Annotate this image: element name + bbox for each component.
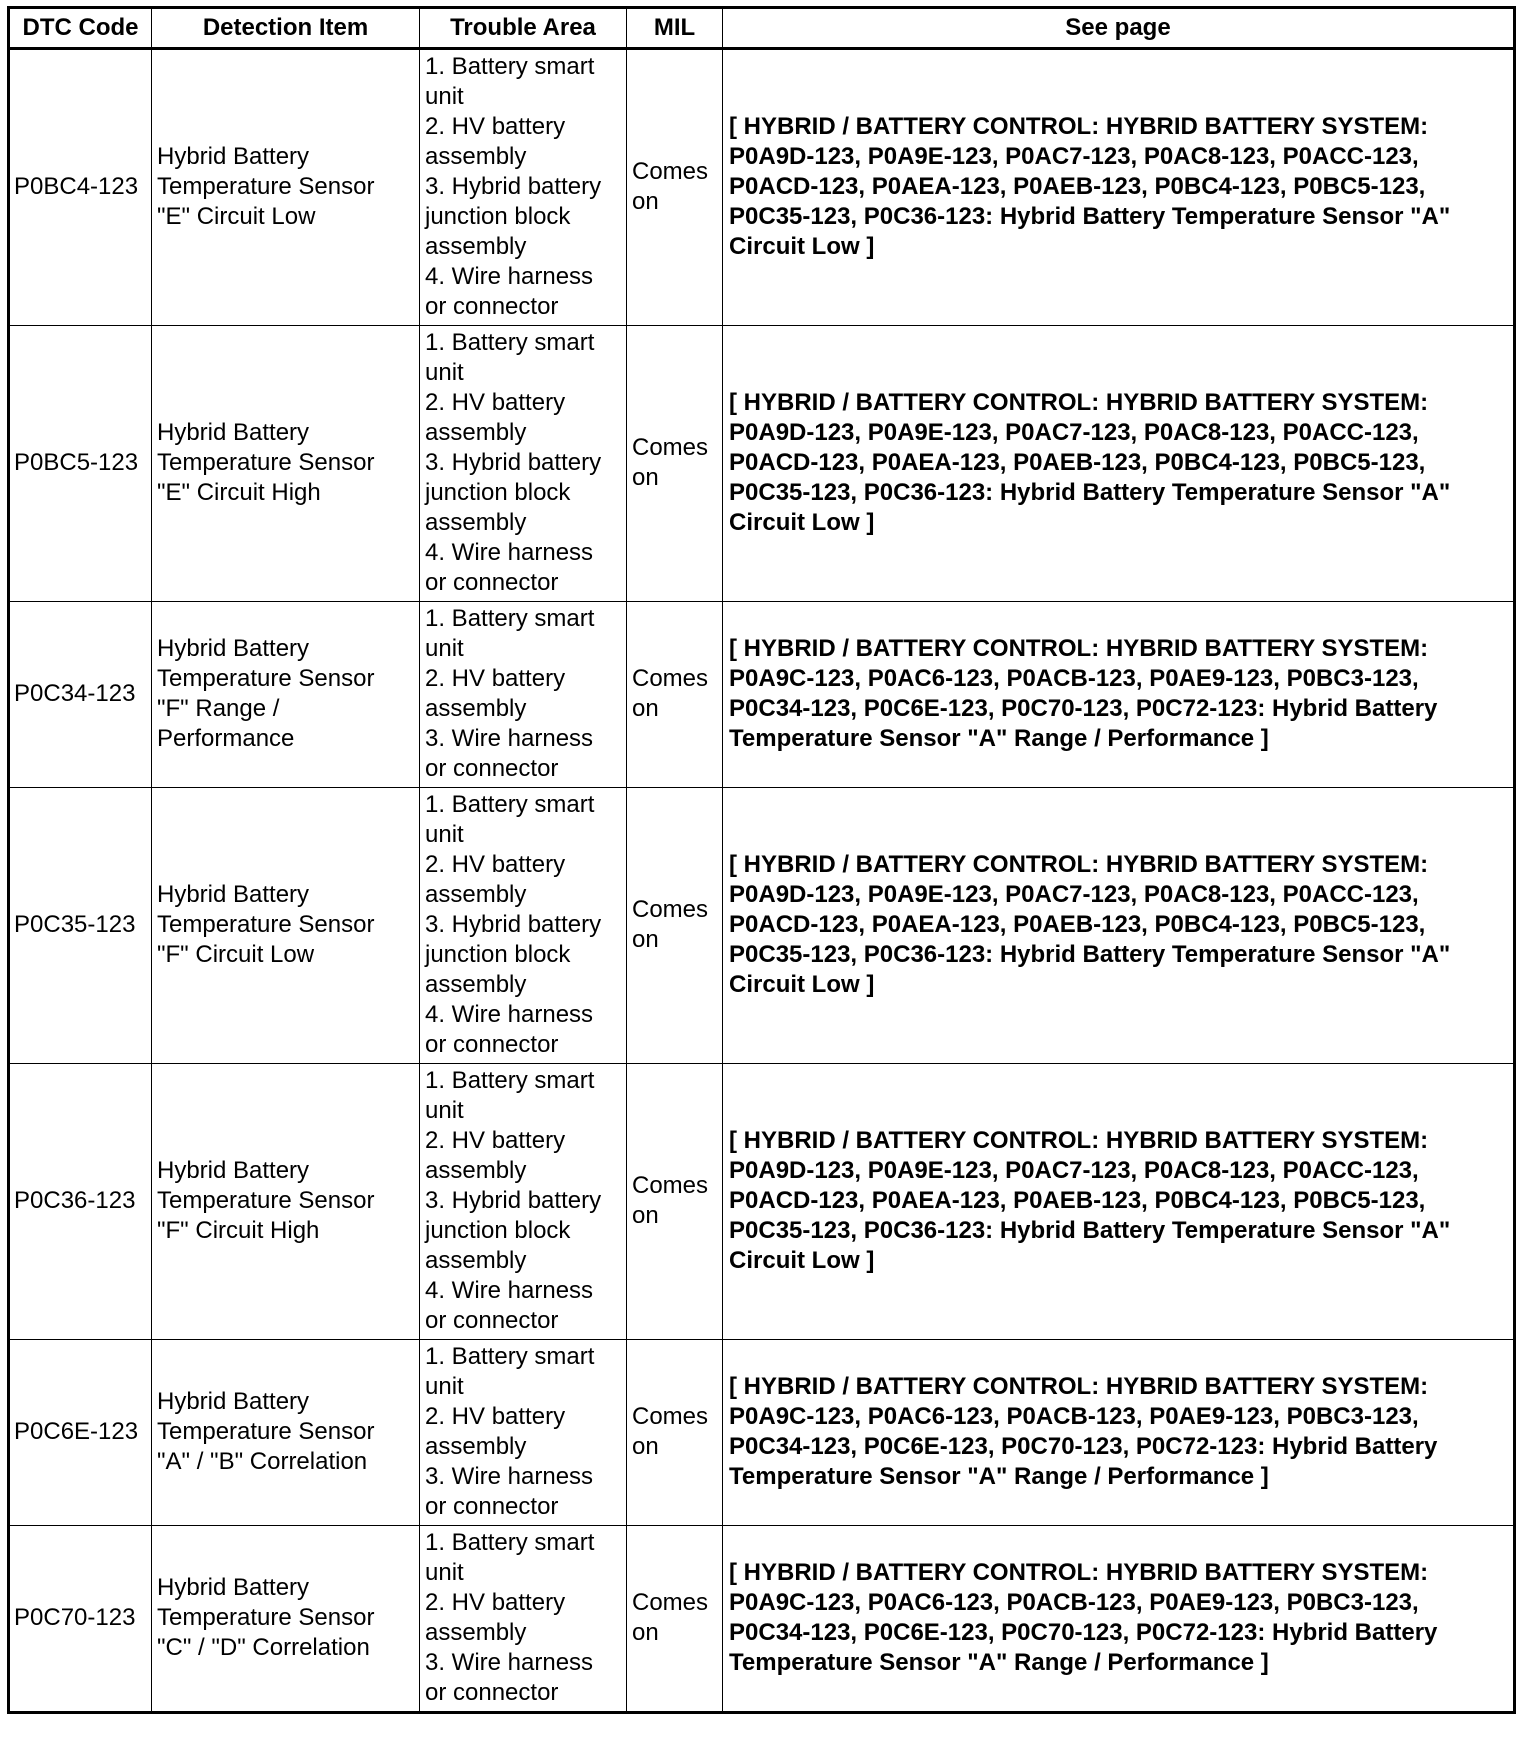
detection-item-line: "E" Circuit Low [157,202,316,230]
trouble-area-line: 2. HV battery [425,665,566,692]
see-page-link[interactable] [723,1340,1515,1526]
trouble-area-line: or connector [425,1493,559,1520]
see-page-line[interactable]: P0A9D-123, P0A9E-123, P0AC7-123, P0AC8-123, P0ACC-123, [729,418,1419,446]
dtc-code-cell: P0C35-123 [9,788,152,1064]
detection-item-cell [152,788,420,1064]
see-page-line[interactable]: P0A9D-123, P0A9E-123, P0AC7-123, P0AC8-123, P0ACC-123, [729,880,1419,908]
see-page-line[interactable]: Temperature Sensor "A" Range / Performance ] [729,1462,1269,1490]
see-page-line[interactable]: [ HYBRID / BATTERY CONTROL: HYBRID BATTERY SYSTEM: [729,112,1429,140]
trouble-area-line: 3. Hybrid battery [425,173,602,200]
see-page-line[interactable]: P0A9D-123, P0A9E-123, P0AC7-123, P0AC8-123, P0ACC-123, [729,142,1419,170]
table-row [9,1340,1515,1526]
trouble-area-line: 3. Hybrid battery [425,1187,602,1214]
see-page-line[interactable]: P0C35-123, P0C36-123: Hybrid Battery Temperature Sensor "A" [729,940,1451,968]
see-page-line[interactable]: [ HYBRID / BATTERY CONTROL: HYBRID BATTERY SYSTEM: [729,1372,1429,1400]
see-page-link[interactable] [723,1526,1515,1713]
detection-item-line: Temperature Sensor [157,910,375,938]
trouble-area-line: assembly [425,143,527,170]
mil-cell [627,326,723,602]
header-detection-item: Detection Item [152,8,420,49]
mil-line: on [632,1432,659,1460]
detection-item-line: "F" Circuit Low [157,940,315,968]
see-page-line[interactable]: Temperature Sensor "A" Range / Performance ] [729,724,1269,752]
header-see-page: See page [723,8,1515,49]
trouble-area-line: 4. Wire harness [425,539,594,566]
see-page-line[interactable]: P0A9C-123, P0AC6-123, P0ACB-123, P0AE9-123, P0BC3-123, [729,1588,1419,1616]
table-header-row [9,8,1515,49]
mil-cell [627,49,723,326]
detection-item-line: Temperature Sensor [157,1417,375,1445]
trouble-area-line: 1. Battery smart [425,1067,595,1094]
see-page-link[interactable] [723,1064,1515,1340]
trouble-area-line: 3. Wire harness [425,1463,594,1490]
table-row [9,1526,1515,1713]
table-row [9,602,1515,788]
trouble-area-line: unit [425,1373,464,1400]
detection-item-line: Temperature Sensor [157,1603,375,1631]
detection-item-cell [152,602,420,788]
trouble-area-cell [420,788,627,1064]
mil-line: Comes [632,1588,709,1616]
trouble-area-line: or connector [425,293,559,320]
trouble-area-line: unit [425,83,464,110]
mil-line: Comes [632,664,709,692]
see-page-line[interactable]: Circuit Low ] [729,232,875,260]
trouble-area-line: unit [425,635,464,662]
table-row [9,326,1515,602]
trouble-area-line: 1. Battery smart [425,1529,595,1556]
see-page-link[interactable] [723,602,1515,788]
mil-cell [627,1340,723,1526]
trouble-area-line: 3. Wire harness [425,1649,594,1676]
trouble-area-line: junction block [425,479,571,506]
trouble-area-line: assembly [425,1433,527,1460]
trouble-area-line: assembly [425,233,527,260]
detection-item-line: "C" / "D" Correlation [157,1633,370,1661]
see-page-line[interactable]: P0A9C-123, P0AC6-123, P0ACB-123, P0AE9-123, P0BC3-123, [729,1402,1419,1430]
detection-item-line: Temperature Sensor [157,1186,375,1214]
see-page-link[interactable] [723,326,1515,602]
trouble-area-line: junction block [425,941,571,968]
trouble-area-line: 2. HV battery [425,389,566,416]
trouble-area-line: junction block [425,203,571,230]
mil-line: on [632,463,659,491]
mil-line: on [632,694,659,722]
trouble-area-line: unit [425,359,464,386]
mil-line: Comes [632,1402,709,1430]
detection-item-line: "E" Circuit High [157,478,321,506]
detection-item-line: Hybrid Battery [157,142,310,170]
detection-item-line: Hybrid Battery [157,634,310,662]
see-page-line[interactable]: P0C34-123, P0C6E-123, P0C70-123, P0C72-123: Hybrid Battery [729,1432,1438,1460]
mil-line: on [632,1201,659,1229]
detection-item-line: Hybrid Battery [157,1156,310,1184]
trouble-area-line: 2. HV battery [425,1589,566,1616]
see-page-line[interactable]: [ HYBRID / BATTERY CONTROL: HYBRID BATTERY SYSTEM: [729,388,1429,416]
mil-cell [627,788,723,1064]
dtc-code-cell: P0C36-123 [9,1064,152,1340]
header-mil: MIL [627,8,723,49]
trouble-area-line: or connector [425,569,559,596]
trouble-area-cell [420,602,627,788]
detection-item-line: Temperature Sensor [157,172,375,200]
see-page-line[interactable]: P0ACD-123, P0AEA-123, P0AEB-123, P0BC4-123, P0BC5-123, [729,172,1426,200]
trouble-area-line: 1. Battery smart [425,791,595,818]
mil-cell [627,1526,723,1713]
table-row [9,49,1515,326]
trouble-area-line: 2. HV battery [425,1127,566,1154]
see-page-line[interactable]: P0C35-123, P0C36-123: Hybrid Battery Temperature Sensor "A" [729,202,1451,230]
trouble-area-line: assembly [425,695,527,722]
dtc-code-cell: P0BC5-123 [9,326,152,602]
see-page-line[interactable]: P0ACD-123, P0AEA-123, P0AEB-123, P0BC4-123, P0BC5-123, [729,1186,1426,1214]
dtc-table-sheet [7,6,1513,1714]
see-page-line[interactable]: P0C34-123, P0C6E-123, P0C70-123, P0C72-123: Hybrid Battery [729,1618,1438,1646]
see-page-line[interactable]: P0ACD-123, P0AEA-123, P0AEB-123, P0BC4-123, P0BC5-123, [729,448,1426,476]
mil-line: Comes [632,157,709,185]
detection-item-line: Temperature Sensor [157,664,375,692]
see-page-line[interactable]: Circuit Low ] [729,508,875,536]
mil-line: Comes [632,895,709,923]
detection-item-cell [152,1340,420,1526]
detection-item-line: "F" Circuit High [157,1216,320,1244]
trouble-area-line: assembly [425,419,527,446]
see-page-line[interactable]: P0A9C-123, P0AC6-123, P0ACB-123, P0AE9-123, P0BC3-123, [729,664,1419,692]
trouble-area-line: assembly [425,509,527,536]
header-trouble-area: Trouble Area [420,8,627,49]
dtc-code-cell: P0C6E-123 [9,1340,152,1526]
mil-line: Comes [632,433,709,461]
detection-item-line: Hybrid Battery [157,1573,310,1601]
trouble-area-cell [420,1526,627,1713]
trouble-area-line: or connector [425,1307,559,1334]
detection-item-line: Hybrid Battery [157,1387,310,1415]
trouble-area-line: 1. Battery smart [425,605,595,632]
trouble-area-line: 1. Battery smart [425,1343,595,1370]
detection-item-line: Performance [157,724,295,752]
detection-item-line: "A" / "B" Correlation [157,1447,368,1475]
mil-line: on [632,925,659,953]
see-page-line[interactable]: [ HYBRID / BATTERY CONTROL: HYBRID BATTERY SYSTEM: [729,634,1429,662]
trouble-area-line: 3. Hybrid battery [425,449,602,476]
trouble-area-line: unit [425,1097,464,1124]
see-page-link[interactable] [723,788,1515,1064]
see-page-line[interactable]: Temperature Sensor "A" Range / Performance ] [729,1648,1269,1676]
table-row [9,788,1515,1064]
trouble-area-line: 3. Wire harness [425,725,594,752]
see-page-line[interactable]: P0C34-123, P0C6E-123, P0C70-123, P0C72-123: Hybrid Battery [729,694,1438,722]
dtc-table [7,6,1516,1714]
see-page-line[interactable]: P0ACD-123, P0AEA-123, P0AEB-123, P0BC4-123, P0BC5-123, [729,910,1426,938]
trouble-area-line: assembly [425,1619,527,1646]
detection-item-cell [152,1064,420,1340]
mil-line: Comes [632,1171,709,1199]
trouble-area-line: or connector [425,1031,559,1058]
trouble-area-line: 4. Wire harness [425,1277,594,1304]
see-page-link[interactable] [723,49,1515,326]
trouble-area-line: unit [425,821,464,848]
trouble-area-line: or connector [425,755,559,782]
dtc-code-cell: P0C34-123 [9,602,152,788]
trouble-area-line: junction block [425,1217,571,1244]
mil-line: on [632,1618,659,1646]
mil-cell [627,602,723,788]
detection-item-cell [152,1526,420,1713]
trouble-area-cell [420,326,627,602]
trouble-area-line: 1. Battery smart [425,329,595,356]
see-page-line[interactable]: P0C35-123, P0C36-123: Hybrid Battery Temperature Sensor "A" [729,1216,1451,1244]
trouble-area-line: 2. HV battery [425,1403,566,1430]
see-page-line[interactable]: [ HYBRID / BATTERY CONTROL: HYBRID BATTERY SYSTEM: [729,850,1429,878]
detection-item-line: Hybrid Battery [157,880,310,908]
see-page-line[interactable]: [ HYBRID / BATTERY CONTROL: HYBRID BATTERY SYSTEM: [729,1558,1429,1586]
see-page-line[interactable]: [ HYBRID / BATTERY CONTROL: HYBRID BATTERY SYSTEM: [729,1126,1429,1154]
table-body [9,49,1515,1713]
detection-item-line: Hybrid Battery [157,418,310,446]
see-page-line[interactable]: Circuit Low ] [729,1246,875,1274]
trouble-area-line: or connector [425,1679,559,1706]
mil-line: on [632,187,659,215]
trouble-area-line: assembly [425,1247,527,1274]
header-dtc-code: DTC Code [9,8,152,49]
detection-item-line: "F" Range / [157,694,280,722]
trouble-area-line: 2. HV battery [425,851,566,878]
see-page-line[interactable]: P0A9D-123, P0A9E-123, P0AC7-123, P0AC8-123, P0ACC-123, [729,1156,1419,1184]
trouble-area-line: 1. Battery smart [425,53,595,80]
trouble-area-cell [420,1064,627,1340]
dtc-code-cell: P0BC4-123 [9,49,152,326]
table-row [9,1064,1515,1340]
trouble-area-cell [420,49,627,326]
trouble-area-line: assembly [425,1157,527,1184]
detection-item-line: Temperature Sensor [157,448,375,476]
dtc-code-cell: P0C70-123 [9,1526,152,1713]
trouble-area-cell [420,1340,627,1526]
mil-cell [627,1064,723,1340]
trouble-area-line: 2. HV battery [425,113,566,140]
trouble-area-line: 3. Hybrid battery [425,911,602,938]
detection-item-cell [152,326,420,602]
detection-item-cell [152,49,420,326]
see-page-line[interactable]: Circuit Low ] [729,970,875,998]
trouble-area-line: unit [425,1559,464,1586]
see-page-line[interactable]: P0C35-123, P0C36-123: Hybrid Battery Temperature Sensor "A" [729,478,1451,506]
trouble-area-line: assembly [425,971,527,998]
trouble-area-line: assembly [425,881,527,908]
trouble-area-line: 4. Wire harness [425,263,594,290]
trouble-area-line: 4. Wire harness [425,1001,594,1028]
